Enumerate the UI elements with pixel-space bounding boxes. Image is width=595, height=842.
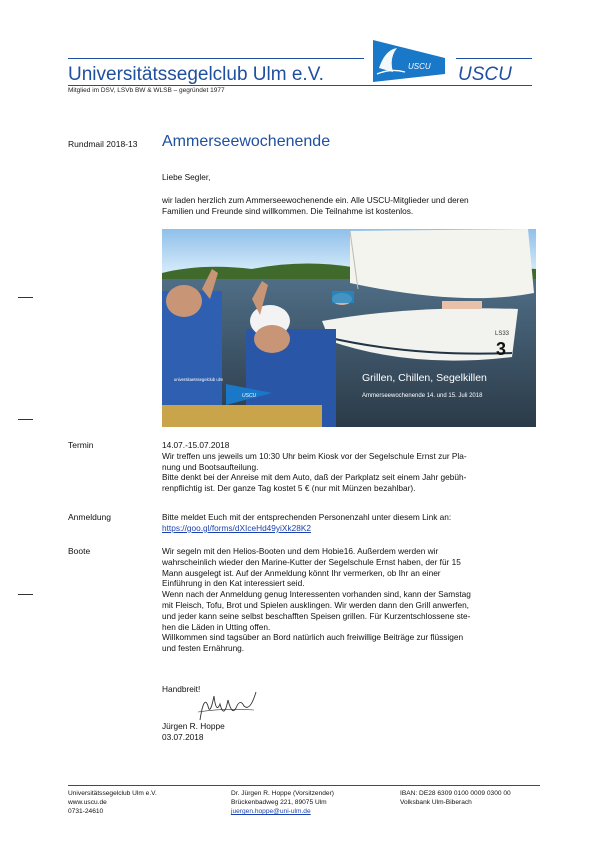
mail-number: Rundmail 2018-13: [68, 139, 138, 149]
registration-link[interactable]: https://goo.gl/forms/dXIceHd49yiXk28K2: [162, 522, 311, 533]
footer-line: [68, 785, 540, 786]
logo-text: USCU: [408, 62, 431, 71]
memberships-line: Mitglied im DSV, LSVb BW & WLSB – gegründet 1977: [68, 87, 225, 94]
boote-text: [162, 546, 542, 654]
boote-line: Einführung in den Kat interessiert seid.: [162, 578, 305, 589]
sign-off: Handbreit!: [162, 684, 201, 694]
event-photo: [162, 229, 536, 427]
footer-col-bank: [400, 789, 511, 807]
header-line-right: [456, 58, 532, 59]
intro-text: [162, 195, 538, 217]
photo-logo-caption: universitaetssegelclub ulm: [174, 377, 224, 382]
fold-mark: [18, 419, 33, 420]
boote-line: mit Fleisch, Tofu, Brot und Spielen ausklingen. Wir werden dann den Grill anwerfen,: [162, 599, 469, 610]
footer-email-link[interactable]: juergen.hoppe@uni-ulm.de: [231, 808, 311, 815]
footer-address: Brückenbadweg 221, 89075 Ulm: [231, 799, 327, 806]
signer-name: Jürgen R. Hoppe: [162, 721, 225, 731]
termin-line: 14.07.-15.07.2018: [162, 440, 230, 450]
boat-number: 3: [496, 339, 507, 359]
club-name: Universitätssegelclub Ulm e.V.: [68, 64, 324, 85]
footer-contact-name: Dr. Jürgen R. Hoppe (Vorsitzender): [231, 790, 334, 797]
anmeldung-text: [162, 512, 542, 534]
anmeldung-label: Anmeldung: [68, 512, 112, 522]
signature-date: 03.07.2018: [162, 732, 204, 742]
footer-website: www.uscu.de: [68, 799, 107, 806]
sail-number: LS33: [495, 331, 510, 337]
page-title: Ammerseewochenende: [162, 133, 331, 150]
club-logo: [371, 38, 447, 84]
header-line-left: [68, 58, 364, 59]
footer-phone: 0731-24610: [68, 808, 104, 815]
boote-line: Wir segeln mit den Helios-Booten und dem Hobie16. Außerdem werden wir: [162, 546, 439, 556]
termin-label: Termin: [68, 440, 94, 450]
photo-caption: Grillen, Chillen, Segelkillen: [362, 372, 487, 384]
footer-iban: IBAN: DE28 6309 0100 0009 0300 00: [400, 790, 511, 797]
footer-col-club: [68, 789, 157, 816]
fold-mark: [18, 297, 33, 298]
termin-line: Wir treffen uns jeweils um 10:30 Uhr beim Kiosk vor der Segelschule Ernst zur Pla-: [162, 450, 467, 461]
greeting: Liebe Segler,: [162, 172, 211, 182]
footer-club-name: Universitätssegelclub Ulm e.V.: [68, 790, 157, 797]
termin-line: Bitte denkt bei der Anreise mit dem Auto, daß der Parkplatz seit einem Jahr gebüh-: [162, 472, 467, 483]
boote-line: wahrscheinlich wieder den Marine-Kutter der Segelschule Ernst haben, der für 15: [162, 556, 461, 567]
footer-col-contact: [231, 789, 334, 816]
club-short-name: USCU: [458, 64, 512, 85]
fold-mark: [18, 594, 33, 595]
boote-line: und jeder kann seine selbst beschafften Speisen grillen. Für Kurzentschlossene ste-: [162, 610, 471, 621]
photo-logo-text: USCU: [242, 393, 257, 399]
boote-line: Willkommen sind tagsüber an Bord natürlich auch freiwillige Beiträge zur flüssigen: [162, 632, 464, 643]
boote-line: und festen Ernährung.: [162, 643, 245, 654]
header-underline: [68, 85, 532, 86]
termin-text: [162, 440, 542, 494]
footer-bank: Volksbank Ulm-Biberach: [400, 799, 472, 806]
photo-subcaption: Ammerseewochenende 14. und 15. Juli 2018: [362, 393, 483, 399]
termin-line: nung und Bootsaufteilung.: [162, 461, 259, 472]
signature: [194, 686, 264, 726]
intro-line: Familien und Freunde sind willkommen. Die Teilnahme ist kostenlos.: [162, 205, 414, 216]
anmeldung-line: Bitte meldet Euch mit der entsprechenden Personenzahl unter diesem Link an:: [162, 512, 452, 522]
termin-line: renpflichtig ist. Der ganze Tag kostet 5 € (nur mit Münzen bezahlbar).: [162, 483, 416, 494]
boote-line: hen die Läden in Utting offen.: [162, 621, 271, 632]
boote-label: Boote: [68, 546, 91, 556]
boote-line: Mann ausgelegt ist. Auf der Anmeldung könnt Ihr vermerken, ob Ihr an einer: [162, 567, 441, 578]
boote-line: Wenn nach der Anmeldung genug Interessenten vorhanden sind, kann der Samstag: [162, 589, 471, 600]
intro-line: wir laden herzlich zum Ammerseewochenende ein. Alle USCU-Mitglieder und deren: [162, 195, 469, 205]
